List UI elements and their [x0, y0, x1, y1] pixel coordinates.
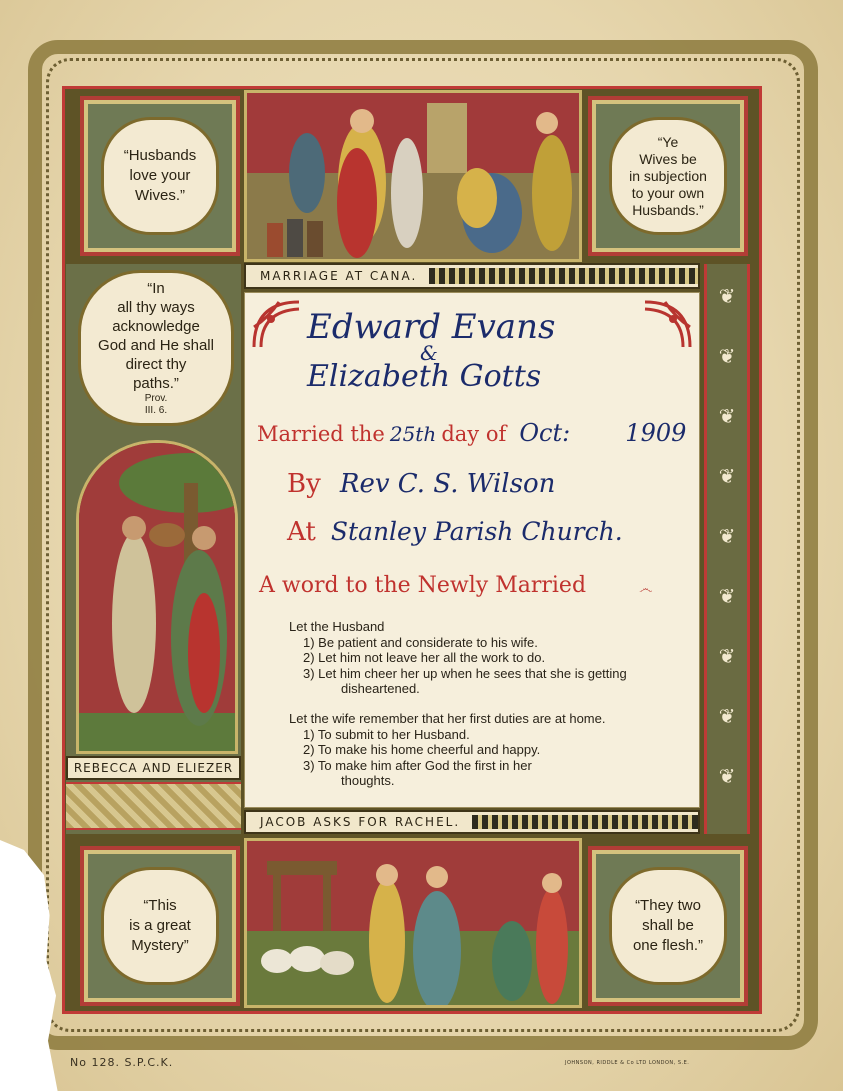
quote-line: Mystery” [131, 937, 189, 954]
quote-line: shall be [642, 917, 694, 934]
bride-name: Elizabeth Gotts [307, 359, 542, 394]
quote-one-flesh [633, 896, 703, 956]
quote-line: “Husbands [123, 147, 197, 164]
quote-line: God and He shall [98, 337, 214, 354]
fleur-icon: ❦ [718, 284, 736, 308]
checker-ornament [472, 815, 698, 829]
quote-line: Wives.” [134, 187, 185, 204]
place-line [287, 517, 623, 547]
fleur-icon: ❦ [718, 584, 736, 608]
quote-line: Husbands.” [632, 201, 704, 218]
husband-item: 3) Let him cheer her up when he sees that she is getting [303, 665, 627, 681]
right-ornament-column [704, 264, 750, 834]
left-ornament-band [66, 782, 241, 830]
caption-marriage-at-cana [244, 263, 700, 289]
officiant-line [287, 469, 555, 499]
fleur-icon: ❦ [718, 524, 736, 548]
church-name: Stanley Parish Church. [330, 517, 623, 546]
fleur-icon: ❦ [718, 344, 736, 368]
caption-jacob-asks-for-rachel [244, 810, 700, 834]
quote-line: in subjection [629, 167, 707, 184]
fleur-icon: ❦ [718, 644, 736, 668]
reference-line: Prov. [144, 393, 168, 404]
wife-item: thoughts. [341, 773, 395, 788]
marriage-at-cana-illustration [244, 90, 582, 262]
quote-line: love your [129, 167, 191, 184]
groom-name: Edward Evans [307, 307, 556, 347]
jacob-scene-art [247, 841, 582, 1008]
caption-text: MARRIAGE AT CANA. [260, 269, 418, 283]
husband-item: 2) Let him not leave her all the work to do. [303, 650, 546, 665]
wife-item: 2) To make his home cheerful and happy. [303, 742, 541, 757]
quote-line: “This [143, 897, 177, 914]
officiant-name: Rev C. S. Wilson [339, 469, 556, 499]
quote-wives-subjection [629, 134, 707, 219]
quote-panel-bottom-left [80, 846, 240, 1006]
quote-great-mystery [129, 896, 191, 956]
quote-line: “They two [635, 897, 701, 914]
quote-line: “Ye [657, 133, 679, 150]
husband-intro: Let the Husband [289, 619, 385, 634]
quote-panel-top-right [588, 96, 748, 256]
wife-intro: Let the wife remember that her first duties are at home. [289, 711, 606, 726]
quote-line: to your own [631, 184, 705, 201]
quatrefoil-frame [78, 270, 234, 426]
quote-husbands-love-wives [124, 146, 197, 206]
fleur-icon: ❦ [718, 464, 736, 488]
fleur-icon: ❦ [718, 764, 736, 788]
caption-text: REBECCA AND ELIEZER [73, 761, 234, 775]
quatrefoil-frame [609, 867, 727, 985]
scroll-flourish-icon: ෴ [639, 581, 653, 597]
scripture-reference [98, 393, 214, 417]
at-label: At [287, 517, 316, 547]
quote-line: is a great [129, 917, 191, 934]
day-of-label: day of [441, 422, 507, 446]
fleur-icon: ❦ [718, 404, 736, 428]
quote-line: one flesh.” [632, 937, 704, 954]
quote-panel-left [76, 268, 236, 428]
married-day: 25th [389, 422, 437, 446]
quatrefoil-frame [609, 117, 727, 235]
wife-item: 1) To submit to her Husband. [303, 726, 470, 742]
corner-ornament-right-icon [625, 297, 695, 352]
quote-line: all thy ways [117, 299, 195, 316]
rebecca-and-eliezer-illustration [76, 440, 238, 754]
quote-line: paths.” [133, 375, 179, 392]
quote-line: Wives be [639, 150, 697, 167]
print-number: No 128. S.P.C.K. [70, 1056, 174, 1069]
married-label: Married the [257, 422, 385, 446]
quote-line: “In [147, 280, 165, 297]
married-date-line [257, 419, 686, 447]
caption-text: JACOB ASKS FOR RACHEL. [260, 815, 461, 829]
quote-line: acknowledge [112, 318, 200, 335]
rebecca-scene-art [79, 443, 238, 754]
checker-ornament [429, 268, 698, 283]
quote-panel-bottom-right [588, 846, 748, 1006]
wife-advice [289, 711, 605, 789]
wife-item: 3) To make him after God the first in her [303, 757, 532, 773]
quote-line: direct thy [125, 356, 187, 373]
jacob-and-rachel-illustration [244, 838, 582, 1008]
caption-rebecca-and-eliezer [66, 756, 241, 780]
ampersand: & [420, 341, 438, 365]
quote-acknowledge-god [98, 279, 214, 417]
certificate-panel [244, 292, 700, 808]
husband-advice [289, 619, 627, 697]
married-year: 1909 [625, 419, 687, 447]
quote-panel-top-left [80, 96, 240, 256]
newly-married-heading: A word to the Newly Married [259, 573, 587, 598]
married-month: Oct: [519, 419, 571, 447]
fleur-icon: ❦ [718, 704, 736, 728]
quatrefoil-frame [101, 117, 219, 235]
reference-line: III. 6. [144, 405, 168, 416]
printer-imprint: JOHNSON, RIDDLE & Co LTD LONDON, S.E. [565, 1060, 690, 1066]
quatrefoil-frame [101, 867, 219, 985]
by-label: By [287, 469, 321, 499]
husband-item: 1) Be patient and considerate to his wife. [303, 634, 538, 650]
husband-item: disheartened. [341, 681, 420, 696]
cana-scene-art [247, 93, 582, 262]
